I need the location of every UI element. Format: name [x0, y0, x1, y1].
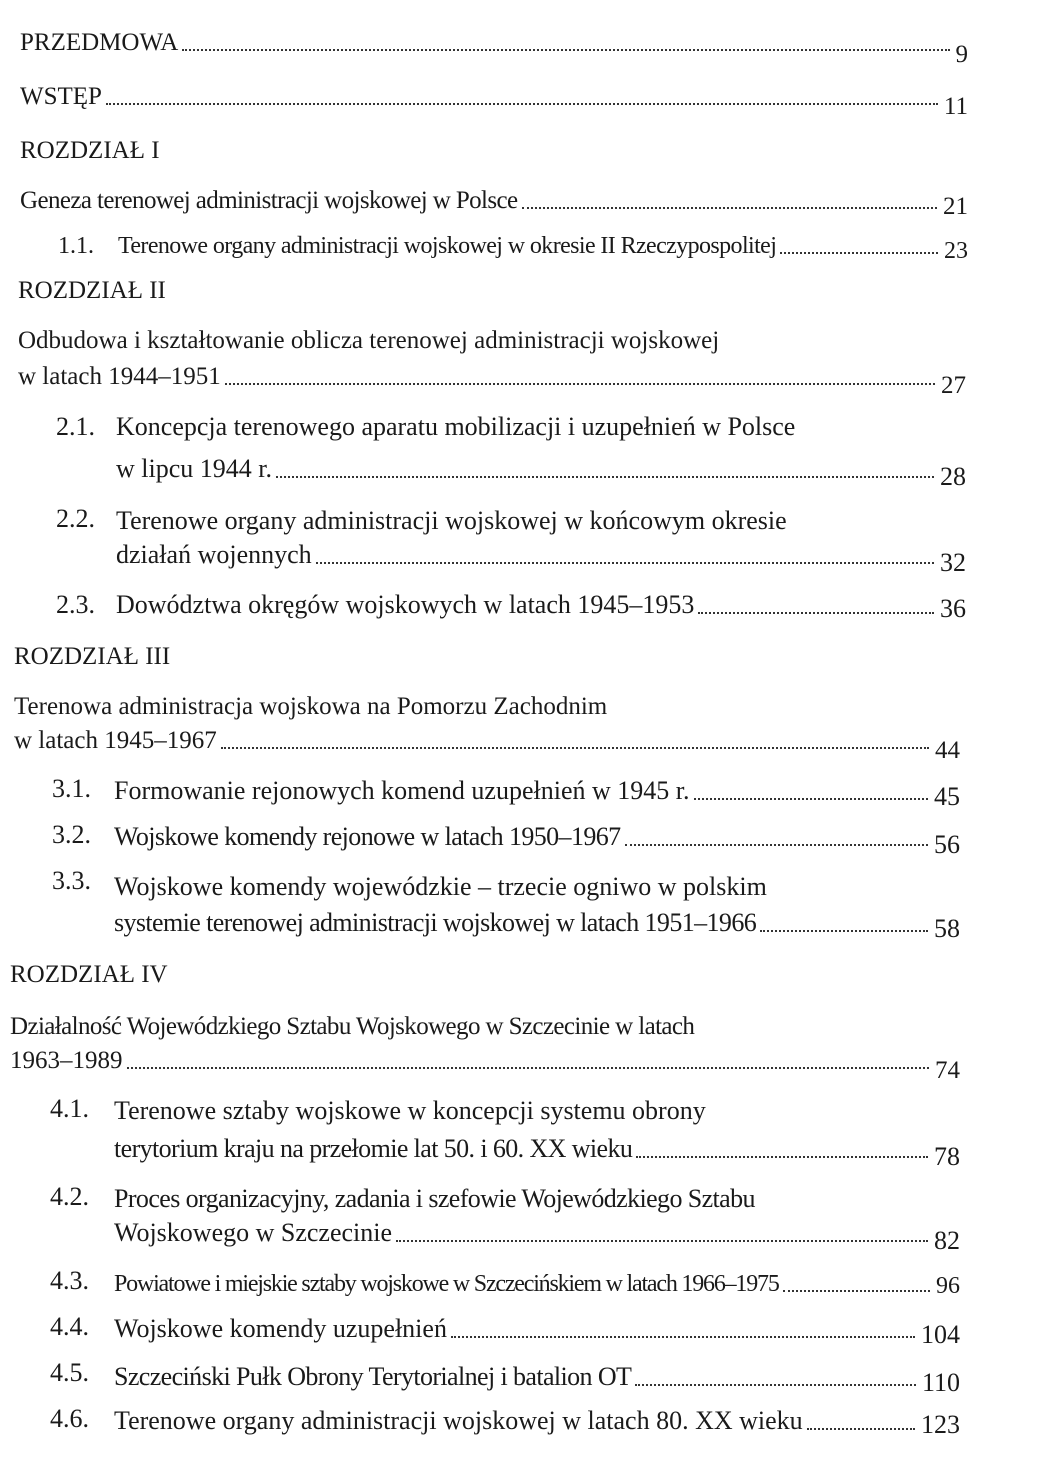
toc-entry-section	[114, 1271, 960, 1299]
entry-title: terytorium kraju na przełomie lat 50. i 60. XX wieku	[114, 1134, 633, 1163]
page-number: 28	[940, 462, 966, 491]
toc-entry-section	[116, 454, 966, 491]
dot-leader	[127, 1066, 930, 1069]
toc-entry-chapter-4	[10, 1047, 960, 1084]
page-number: 44	[935, 737, 960, 764]
entry-title: w latach 1944–1951	[18, 363, 221, 390]
page-number: 21	[943, 193, 968, 220]
dot-leader	[694, 797, 929, 800]
page-number: 11	[943, 93, 968, 120]
chapter-title-line: Działalność Wojewódzkiego Sztabu Wojskowego w Szczecinie w latach	[10, 1013, 695, 1040]
toc-entry-section	[116, 540, 966, 577]
section-title-line: Terenowe organy administracji wojskowej w końcowym okresie	[116, 506, 787, 535]
page-number: 78	[934, 1142, 960, 1171]
toc-entry-section	[114, 1406, 960, 1439]
dot-leader	[698, 611, 934, 614]
toc-entry-section	[114, 1218, 960, 1255]
entry-title: Wojskowego w Szczecinie	[114, 1218, 393, 1247]
section-title-line: Koncepcja terenowego aparatu mobilizacji i uzupełnień w Polsce	[116, 412, 796, 441]
dot-leader	[451, 1335, 915, 1338]
section-number: 4.5.	[50, 1358, 89, 1387]
dot-leader	[225, 382, 935, 385]
entry-title: Formowanie rejonowych komend uzupełnień w 1945 r.	[114, 776, 690, 805]
dot-leader	[396, 1239, 928, 1242]
chapter-label: ROZDZIAŁ II	[18, 277, 166, 304]
toc-entry-section	[114, 908, 960, 943]
page-number: 104	[921, 1320, 960, 1349]
section-number: 3.2.	[52, 820, 91, 849]
section-number: 4.3.	[50, 1266, 89, 1295]
page-number: 110	[921, 1368, 960, 1397]
entry-title: Terenowe organy administracji wojskowej w okresie II Rzeczypospolitej	[118, 233, 777, 259]
entry-title: Szczeciński Pułk Obrony Terytorialnej i batalion OT	[114, 1362, 632, 1391]
chapter-label: ROZDZIAŁ III	[14, 643, 171, 670]
toc-entry-section	[116, 590, 966, 623]
entry-title: działań wojennych	[116, 540, 312, 569]
section-number: 1.1.	[58, 233, 94, 259]
entry-title: WSTĘP	[20, 83, 102, 110]
section-number: 2.2.	[56, 504, 95, 533]
page-number: 96	[936, 1273, 960, 1299]
toc-entry-section	[114, 1314, 960, 1349]
section-number: 4.2.	[50, 1182, 89, 1211]
section-number: 2.3.	[56, 590, 95, 619]
entry-title: systemie terenowej administracji wojskowej w latach 1951–1966	[114, 908, 757, 937]
dot-leader	[625, 843, 928, 846]
dot-leader	[106, 102, 938, 105]
entry-title: Terenowe organy administracji wojskowej w latach 80. XX wieku	[114, 1406, 803, 1435]
page-number: 36	[940, 594, 966, 623]
chapter-title-line: Terenowa administracja wojskowa na Pomorzu Zachodnim	[14, 693, 608, 720]
section-number: 4.4.	[50, 1312, 89, 1341]
page-number: 27	[941, 372, 966, 399]
toc-entry-section	[114, 776, 960, 811]
dot-leader	[635, 1383, 916, 1386]
entry-title: w latach 1945–1967	[14, 727, 217, 754]
toc-entry-wstep	[20, 83, 968, 120]
page-number: 123	[921, 1410, 960, 1439]
page-number: 23	[944, 238, 968, 264]
chapter-label: ROZDZIAŁ IV	[10, 961, 168, 988]
entry-title: w lipcu 1944 r.	[116, 454, 272, 483]
toc-entry-section	[114, 1362, 960, 1397]
page-number: 58	[934, 914, 960, 943]
entry-title: 1963–1989	[10, 1047, 123, 1074]
page-number: 45	[934, 782, 960, 811]
toc-entry-przedmowa	[20, 29, 968, 68]
dot-leader	[522, 206, 937, 209]
dot-leader	[316, 561, 934, 564]
page-number: 32	[940, 548, 966, 577]
dot-leader	[807, 1427, 915, 1430]
section-title-line: Terenowe sztaby wojskowe w koncepcji systemu obrony	[114, 1096, 706, 1125]
section-number: 4.6.	[50, 1404, 89, 1433]
section-number: 4.1.	[50, 1094, 89, 1123]
page-number: 56	[934, 830, 960, 859]
toc-entry-section	[114, 822, 960, 859]
toc-entry-chapter-3	[14, 727, 960, 764]
chapter-title-line: Odbudowa i kształtowanie oblicza terenowej administracji wojskowej	[18, 327, 720, 354]
entry-title: Dowództwa okręgów wojskowych w latach 1945–1953	[116, 590, 695, 619]
entry-title: Wojskowe komendy uzupełnień	[114, 1314, 447, 1343]
dot-leader	[760, 929, 928, 932]
toc-entry-chapter-1	[20, 187, 968, 220]
dot-leader	[780, 251, 938, 254]
entry-title: Powiatowe i miejskie sztaby wojskowe w Szczecińskiem w latach 1966–1975	[114, 1271, 779, 1297]
toc-entry-section	[114, 1134, 960, 1171]
section-title-line: Wojskowe komendy wojewódzkie – trzecie ogniwo w polskim	[114, 872, 767, 901]
page-number: 82	[934, 1226, 960, 1255]
toc-entry-section	[118, 233, 968, 264]
page-number: 74	[935, 1057, 960, 1084]
section-number: 3.3.	[52, 866, 91, 895]
entry-title: Geneza terenowej administracji wojskowej w Polsce	[20, 187, 518, 214]
page-number: 9	[955, 41, 968, 68]
section-number: 3.1.	[52, 774, 91, 803]
dot-leader	[783, 1289, 930, 1292]
dot-leader	[221, 746, 929, 749]
dot-leader	[636, 1155, 928, 1158]
section-number: 2.1.	[56, 412, 95, 441]
toc-entry-chapter-2	[18, 363, 966, 399]
dot-leader	[182, 48, 949, 51]
chapter-label: ROZDZIAŁ I	[20, 137, 160, 164]
entry-title: PRZEDMOWA	[20, 29, 179, 56]
entry-title: Wojskowe komendy rejonowe w latach 1950–1967	[114, 822, 621, 851]
section-title-line: Proces organizacyjny, zadania i szefowie Wojewódzkiego Sztabu	[114, 1184, 755, 1213]
dot-leader	[276, 475, 934, 478]
